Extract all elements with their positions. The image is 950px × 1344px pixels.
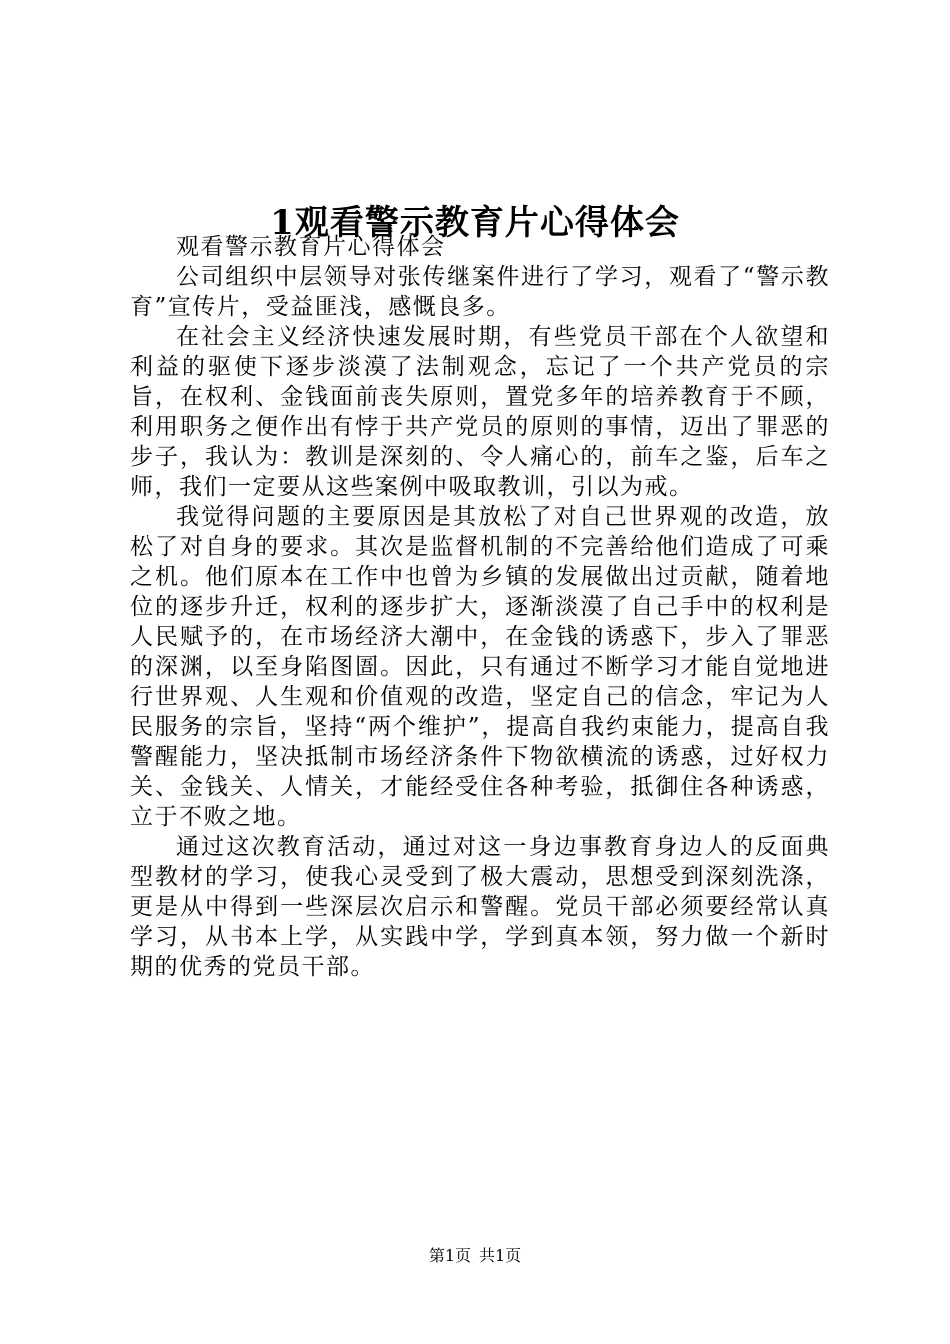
paragraph-conclusion: 通过这次教育活动，通过对这一身边事教育身边人的反面典型教材的学习，使我心灵受到了极大震动，思想受到深刻洗涤，更是从中得到一些深层次启示和警醒。党员干部必须要经常认真学习，从书本上学，从实践中学，学到真本领，努力做一个新时期的优秀的党员干部。 <box>130 834 830 980</box>
document-body <box>130 232 830 982</box>
page-footer <box>0 1246 950 1266</box>
paragraph-background: 在社会主义经济快速发展时期，有些党员干部在个人欲望和利益的驱使下逐步淡漠了法制观念，忘记了一个共产党员的宗旨，在权利、金钱面前丧失原则，置党多年的培养教育于不顾，利用职务之便作出有悖于共产党员的原则的事情，迈出了罪恶的步子，我认为：教训是深刻的、令人痛心的，前车之鉴，后车之师，我们一定要从这些案例中吸取教训，引以为戒。 <box>130 324 830 500</box>
paragraph-analysis: 我觉得问题的主要原因是其放松了对自己世界观的改造，放松了对自身的要求。其次是监督机制的不完善给他们造成了可乘之机。他们原本在工作中也曾为乡镇的发展做出过贡献，随着地位的逐步升迁，权利的逐步扩大，逐渐淡漠了自己手中的权利是人民赋予的，在市场经济大潮中，在金钱的诱惑下，步入了罪恶的深渊，以至身陷图圄。因此，只有通过不断学习才能自觉地进行世界观、人生观和价值观的改造，坚定自己的信念，牢记为人民服务的宗旨，坚持“两个维护”，提高自我约束能力，提高自我警醒能力，坚决抵制市场经济条件下物欲横流的诱惑，过好权力关、金钱关、人情关，才能经受住各种考验，抵御住各种诱惑，立于不败之地。 <box>130 504 830 830</box>
paragraph-subtitle: 观看警示教育片心得体会 <box>176 234 446 260</box>
paragraph-intro: 公司组织中层领导对张传继案件进行了学习，观看了“警示教育”宣传片，受益匪浅，感慨良多。 <box>130 264 830 320</box>
page-total: 共1页 <box>479 1246 522 1265</box>
document-title: 1观看警示教育片心得体会 <box>270 202 680 243</box>
page-number: 第1页 <box>428 1246 471 1265</box>
